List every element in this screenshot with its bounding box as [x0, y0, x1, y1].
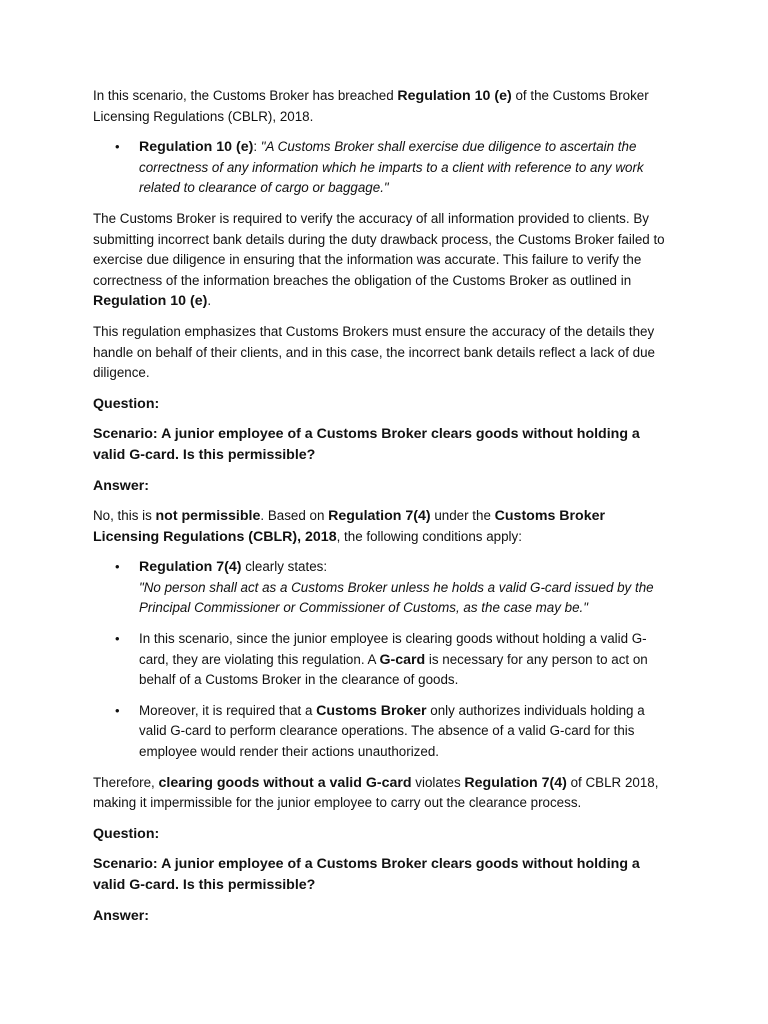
list-text: only authorizes individuals holding a valid G-card to perform clearance operations. The absence of a valid G-card for this employee would render their actions unauthorized. — [139, 702, 645, 760]
answer-text: , the following conditions apply: — [336, 528, 522, 544]
regulation-reference: Regulation 10 (e) — [397, 88, 512, 104]
regulation-label: Regulation 7(4) — [139, 559, 242, 576]
answer-text: under the — [430, 508, 495, 524]
list-item — [93, 629, 673, 691]
document-body — [93, 86, 673, 936]
list-item — [93, 137, 673, 199]
list-item — [93, 557, 673, 619]
intro-text-end: of the Customs Broker Licensing Regulations (CBLR), 2018. — [93, 88, 649, 124]
list-text: In this scenario, since the junior employee is clearing goods without holding a valid G-card, they are violating this regulation. A — [139, 631, 647, 667]
conclusion-text: violates — [411, 774, 465, 790]
question-heading: Question: — [93, 825, 160, 842]
answer-paragraph — [93, 506, 673, 547]
answer-text: No, this is — [93, 508, 156, 524]
regulation-quote: "A Customs Broker shall exercise due diligence to ascertain the correctness of any information which he imparts to a client with reference to any work related to clearance of cargo or baggage." — [139, 139, 644, 196]
question-heading: Question: — [93, 395, 160, 412]
explanation-text: The Customs Broker is required to verify the accuracy of all information provided to clients. By submitting incorrect bank details during the duty drawback process, the Customs Broker failed to exercise due diligence in ensuring that the information was accurate. This failure to verify the correctness of the information breaches the obligation of the Customs Broker as outlined in — [93, 210, 665, 288]
list-bold: G-card — [379, 651, 426, 668]
intro-paragraph — [93, 86, 673, 127]
scenario-text: Scenario: A junior employee of a Customs Broker clears goods without holding a valid G-card. Is this permissible? — [93, 426, 640, 463]
list-text: is necessary for any person to act on behalf of a Customs Broker in the clearance of goods. — [139, 651, 648, 688]
emphasis-paragraph: This regulation emphasizes that Customs Brokers must ensure the accuracy of the details they handle on behalf of their clients, and in this case, the incorrect bank details reflect a lack of due diligence. — [93, 323, 655, 381]
list-text: Moreover, it is required that a — [139, 702, 317, 718]
conclusion-text: Therefore, — [93, 774, 159, 790]
list-item — [93, 701, 673, 763]
conclusion-bold: clearing goods without a valid G-card — [158, 774, 412, 791]
regulation-label: Regulation 10 (e) — [139, 139, 254, 156]
conclusion-paragraph — [93, 773, 673, 814]
scenario-text: Scenario: A junior employee of a Customs Broker clears goods without holding a valid G-card. Is this permissible? — [93, 856, 640, 893]
explanation-paragraph — [93, 209, 673, 312]
regulation-quote: "No person shall act as a Customs Broker unless he holds a valid G-card issued by the Principal Commissioner or Commissioner of Customs, as the case may be." — [139, 579, 654, 616]
regulation-reference: Regulation 10 (e) — [93, 293, 208, 310]
answer-text: . Based on — [260, 508, 329, 524]
regulation-reference: Regulation 7(4) — [328, 508, 431, 525]
regulation-title: Customs Broker Licensing Regulations (CBLR), 2018 — [93, 508, 606, 545]
regulation-10e-list — [93, 137, 673, 199]
answer-heading: Answer: — [93, 907, 149, 924]
list-bold: Customs Broker — [316, 702, 427, 719]
period: . — [207, 293, 212, 309]
answer-bold: not permissible — [155, 508, 261, 525]
intro-text: In this scenario, the Customs Broker has breached — [93, 88, 398, 103]
conclusion-text: of CBLR 2018, making it impermissible for the junior employee to carry out the clearance process. — [93, 774, 659, 811]
list-text: clearly states: — [241, 559, 328, 575]
conditions-list — [93, 557, 673, 762]
label-colon: : — [253, 139, 261, 155]
regulation-reference: Regulation 7(4) — [464, 774, 567, 791]
answer-heading: Answer: — [93, 477, 149, 494]
